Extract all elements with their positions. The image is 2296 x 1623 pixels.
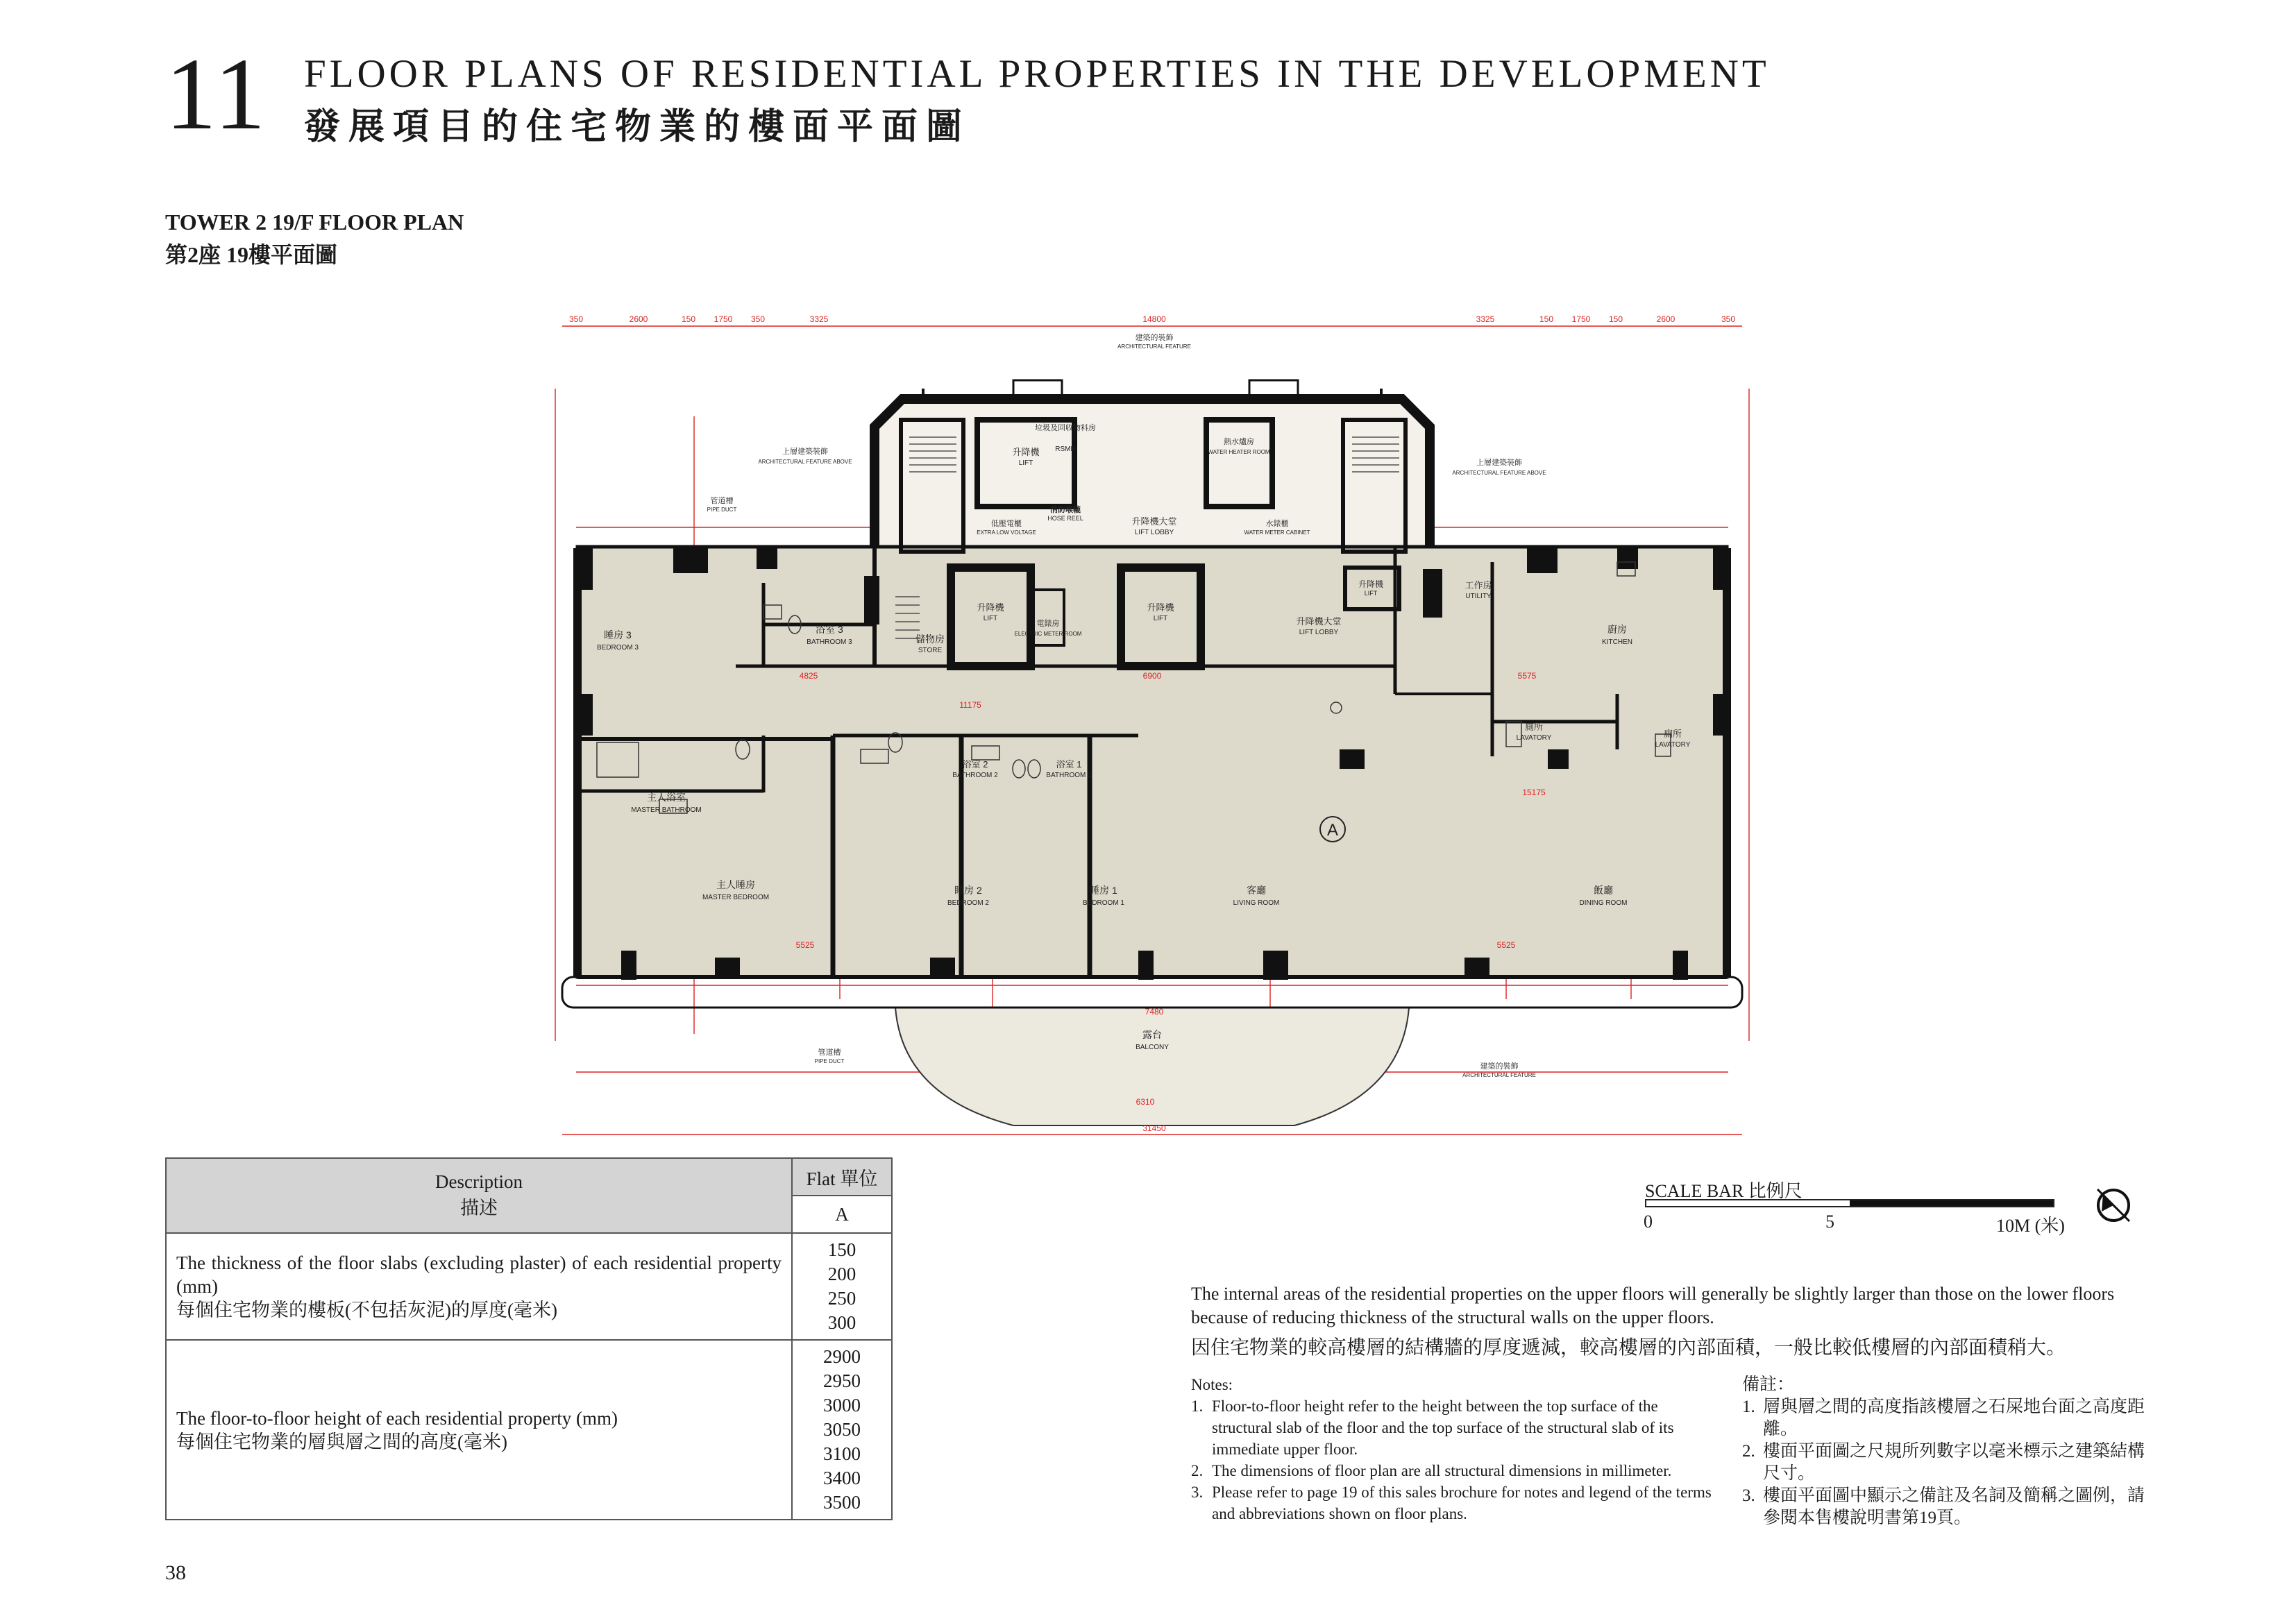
room-label-lavatory-b-en: LAVATORY <box>1655 741 1691 749</box>
dim-lobby-row: 6900 <box>1142 671 1162 681</box>
dim-overall-width: 31450 <box>1142 1123 1166 1133</box>
note-number: 1. <box>1742 1397 1755 1416</box>
room-label-lavatory-a-zh: 廁所 <box>1524 722 1544 732</box>
room-label-pipe-duct-zh: 管道槽 <box>710 497 734 505</box>
dim-top-5: 350 <box>750 314 766 324</box>
room-label-arch-feature-en: ARCHITECTURAL FEATURE <box>1117 343 1191 350</box>
table-row <box>166 1340 892 1520</box>
room-label-bedroom3-en: BEDROOM 3 <box>596 644 639 652</box>
note-intro-zh: 因住宅物業的較高樓層的結構牆的厚度遞減，較高樓層的內部面積，一般比較低樓層的內部面積稍大。 <box>1191 1337 2066 1359</box>
table-cell: 300 <box>827 1312 856 1333</box>
table-cell: 3100 <box>823 1443 861 1464</box>
room-label-lift-a-en: LIFT <box>983 615 998 622</box>
dim-top-10: 1750 <box>1571 314 1591 324</box>
row-height-values <box>792 1340 892 1520</box>
room-label-water-heater-zh: 熱水爐房 <box>1224 438 1254 446</box>
notes-list-en <box>1191 1395 1712 1524</box>
room-label-pipe-duct-en: PIPE DUCT <box>707 507 737 513</box>
notes-heading-en: Notes: <box>1191 1376 1233 1393</box>
room-label-lift-lobby-en: LIFT LOBBY <box>1134 529 1174 536</box>
room-label-elv-zh: 低壓電櫃 <box>991 520 1022 528</box>
table-cell: 3400 <box>823 1468 861 1488</box>
list-item <box>1191 1395 1712 1460</box>
room-label-kitchen-en: KITCHEN <box>1602 638 1632 646</box>
table-cell: 3500 <box>823 1492 861 1513</box>
room-label-bathroom2-en: BATHROOM 2 <box>952 772 998 779</box>
row-slab-description <box>166 1233 792 1340</box>
room-label-bathroom3-en: BATHROOM 3 <box>807 638 852 646</box>
header-flat: Flat 單位 <box>792 1158 892 1196</box>
dim-balcony-depth: 7480 <box>1145 1007 1164 1017</box>
note-text: 樓面平面圖中顯示之備註及名詞及簡稱之圖例，請參閱本售樓說明書第19頁。 <box>1763 1486 2145 1527</box>
list-item <box>1742 1485 2152 1529</box>
table-header-row <box>166 1158 892 1196</box>
dim-kitchen-row: 5575 <box>1517 671 1537 681</box>
room-label-living-room-zh: 客廳 <box>1247 885 1266 896</box>
room-label-pipe-duct-bottom-en: PIPE DUCT <box>814 1058 845 1064</box>
list-item <box>1742 1396 2152 1441</box>
dim-top-1: 350 <box>568 314 584 324</box>
room-label-bedroom1-zh: 睡房 1 <box>1090 885 1117 896</box>
list-item <box>1191 1481 1712 1524</box>
note-text: Please refer to page 19 of this sales brochure for notes and legend of the terms and abbreviations shown on floor plans. <box>1212 1484 1712 1522</box>
header-description <box>166 1158 792 1233</box>
list-item <box>1191 1460 1712 1481</box>
room-label-lift-c-zh: 升降機 <box>1012 447 1040 457</box>
room-label-balcony-en: BALCONY <box>1136 1044 1169 1051</box>
dim-top-8: 3325 <box>1476 314 1495 324</box>
scale-tick-0: 0 <box>1644 1212 1653 1232</box>
room-label-arch-feature-above-right-zh: 上層建築裝飾 <box>1476 459 1522 467</box>
floor-plan-drawing <box>534 305 1763 1159</box>
dim-master-row: 5525 <box>795 940 815 950</box>
note-number: 2. <box>1742 1442 1755 1461</box>
table-cell: 3050 <box>823 1419 861 1440</box>
dim-top-13: 350 <box>1721 314 1736 324</box>
dim-top-6: 3325 <box>809 314 829 324</box>
room-label-water-meter-zh: 水錶櫃 <box>1265 520 1289 528</box>
room-label-lift-a-zh: 升降機 <box>977 602 1004 613</box>
chapter-number: 11 <box>165 37 267 151</box>
room-label-rsmr-zh: 垃圾及回收物料房 <box>1035 424 1096 432</box>
room-label-lift-lobby-zh: 升降機大堂 <box>1131 516 1177 527</box>
dim-top-11: 150 <box>1608 314 1623 324</box>
note-text: 層與層之間的高度指該樓層之石屎地台面之高度距離。 <box>1763 1397 2145 1438</box>
notes-heading-zh: 備註： <box>1742 1375 1795 1394</box>
dim-top-7: 14800 <box>1142 314 1166 324</box>
dim-bedroom3-row: 4825 <box>799 671 818 681</box>
room-label-utility-zh: 工作房 <box>1464 580 1492 590</box>
row-height-desc-zh: 每個住宅物業的層與層之間的高度(毫米) <box>176 1431 507 1452</box>
north-arrow-icon <box>2089 1181 2138 1230</box>
page-number: 38 <box>165 1561 186 1584</box>
note-text: Floor-to-floor height refer to the height between the top surface of the structural slab of the floor and the top surface of the structural slab of its immediate upper floor. <box>1212 1397 1674 1458</box>
room-label-lift-lobby-side-en: LIFT LOBBY <box>1299 629 1339 636</box>
notes-en <box>1191 1374 1712 1524</box>
room-label-utility-en: UTILITY <box>1465 593 1492 600</box>
page-title-zh: 發展項目的住宅物業的樓面平面圖 <box>304 108 971 147</box>
table-cell: 250 <box>827 1288 856 1309</box>
room-label-bedroom1-en: BEDROOM 1 <box>1082 899 1125 907</box>
room-label-lavatory-b-zh: 廁所 <box>1663 729 1682 739</box>
note-intro-en: The internal areas of the residential properties on the upper floors will generally be slightly larger than those on the lower floors because of reducing thickness of the structural walls on the upper floors. <box>1191 1284 2115 1327</box>
room-label-living-room-en: LIVING ROOM <box>1233 899 1280 907</box>
room-label-kitchen-zh: 廚房 <box>1607 624 1627 635</box>
plan-title-en: TOWER 2 19/F FLOOR PLAN <box>165 210 464 235</box>
dim-balcony-width: 6310 <box>1136 1097 1155 1107</box>
scale-tick-5: 5 <box>1825 1212 1834 1232</box>
scale-bar <box>1645 1199 2054 1207</box>
row-height-desc-en: The floor-to-floor height of each residential property (mm) <box>176 1407 618 1429</box>
room-label-pipe-duct-bottom-zh: 管道槽 <box>818 1048 841 1057</box>
dim-top-3: 150 <box>681 314 696 324</box>
room-label-arch-feature-above-en: ARCHITECTURAL FEATURE ABOVE <box>758 459 852 465</box>
room-label-arch-feature-zh: 建築的裝飾 <box>1135 334 1174 342</box>
dim-top-4: 1750 <box>714 314 733 324</box>
scale-bar-label: SCALE BAR 比例尺 <box>1645 1181 1803 1201</box>
note-number: 3. <box>1742 1486 1755 1505</box>
room-label-electric-meter-en: ELECTRIC METER ROOM <box>1014 631 1082 637</box>
scale-tick-10: 10M (米) <box>1996 1216 2065 1236</box>
room-label-bathroom2-zh: 浴室 2 <box>962 759 988 770</box>
room-label-arch-feature-above-right-en: ARCHITECTURAL FEATURE ABOVE <box>1452 470 1546 476</box>
room-label-lavatory-a-en: LAVATORY <box>1516 734 1552 742</box>
room-label-arch-feature-bottom-en: ARCHITECTURAL FEATURE <box>1462 1072 1536 1078</box>
table-cell: 2900 <box>823 1346 861 1367</box>
room-label-dining-room-zh: 飯廳 <box>1594 885 1613 896</box>
room-label-bathroom3-zh: 浴室 3 <box>816 624 843 635</box>
room-label-master-bathroom-en: MASTER BATHROOM <box>631 806 702 814</box>
room-label-lift-b-en: LIFT <box>1153 615 1168 622</box>
note-text: The dimensions of floor plan are all structural dimensions in millimeter. <box>1212 1462 1672 1479</box>
row-slab-values <box>792 1233 892 1340</box>
row-slab-desc-zh: 每個住宅物業的樓板(不包括灰泥)的厚度(毫米) <box>176 1300 557 1320</box>
flat-marker-label: A <box>1326 821 1339 840</box>
dim-top-9: 150 <box>1539 314 1554 324</box>
note-number: 1. <box>1191 1397 1204 1415</box>
dim-top-12: 2600 <box>1656 314 1675 324</box>
room-label-balcony-zh: 露台 <box>1142 1029 1162 1040</box>
room-label-master-bedroom-en: MASTER BEDROOM <box>702 894 770 901</box>
note-number: 3. <box>1191 1484 1204 1501</box>
table-cell: 150 <box>827 1239 856 1260</box>
room-label-dining-room-en: DINING ROOM <box>1579 899 1628 907</box>
room-label-hose-reel-zh: 消防喉轆 <box>1050 506 1081 514</box>
room-label-bedroom3-zh: 睡房 3 <box>604 629 632 640</box>
spec-table <box>165 1157 893 1520</box>
dim-top-2: 2600 <box>629 314 648 324</box>
room-label-master-bathroom-zh: 主人浴室 <box>647 792 686 803</box>
room-label-master-bedroom-zh: 主人睡房 <box>716 879 755 890</box>
notes-zh <box>1742 1374 2152 1529</box>
room-label-lift-d-en: LIFT <box>1364 590 1378 597</box>
room-label-store-zh: 儲物房 <box>915 634 945 645</box>
room-label-hose-reel-en: HOSE REEL <box>1047 515 1083 522</box>
room-label-bedroom2-zh: 睡房 2 <box>954 885 982 896</box>
room-label-lift-d-zh: 升降機 <box>1358 579 1384 589</box>
page-title-en: FLOOR PLANS OF RESIDENTIAL PROPERTIES IN THE DEVELOPMENT <box>304 52 1770 96</box>
room-label-bedroom2-en: BEDROOM 2 <box>947 899 990 907</box>
room-label-lift-b-zh: 升降機 <box>1147 602 1174 613</box>
notes-list-zh <box>1742 1396 2152 1529</box>
dim-dining-row: 5525 <box>1496 940 1516 950</box>
header-description-en: Description <box>435 1171 523 1192</box>
room-label-arch-feature-above-zh: 上層建築裝飾 <box>782 448 828 456</box>
room-label-arch-feature-bottom-zh: 建築的裝飾 <box>1480 1062 1519 1071</box>
room-label-rsmr-en: RSMR <box>1055 445 1076 453</box>
room-label-electric-meter-zh: 電錶房 <box>1036 620 1060 628</box>
note-text: 樓面平面圖之尺規所列數字以毫米標示之建築結構尺寸。 <box>1763 1442 2145 1483</box>
dim-lobby-depth: 11175 <box>959 700 981 710</box>
table-cell: 200 <box>827 1264 856 1284</box>
room-label-elv-en: EXTRA LOW VOLTAGE <box>977 529 1036 536</box>
table-cell: 2950 <box>823 1370 861 1391</box>
table-cell: 3000 <box>823 1395 861 1416</box>
row-slab-desc-en: The thickness of the floor slabs (excluding plaster) of each residential property (mm) <box>176 1252 782 1297</box>
row-height-description <box>166 1340 792 1520</box>
header-description-zh: 描述 <box>460 1198 498 1218</box>
room-label-bathroom1-en: BATHROOM 1 <box>1046 772 1092 779</box>
plan-title-zh: 第2座 19樓平面圖 <box>165 242 338 267</box>
room-label-water-meter-en: WATER METER CABINET <box>1244 529 1310 536</box>
note-number: 2. <box>1191 1462 1204 1479</box>
dim-living-dining: 15175 <box>1522 788 1546 797</box>
header-flat-name: A <box>792 1196 892 1233</box>
room-label-lift-lobby-side-zh: 升降機大堂 <box>1296 616 1342 627</box>
room-label-store-en: STORE <box>918 647 943 654</box>
room-label-bathroom1-zh: 浴室 1 <box>1056 759 1082 770</box>
room-label-lift-c-en: LIFT <box>1018 459 1033 467</box>
room-label-water-heater-en: WATER HEATER ROOM <box>1208 449 1270 455</box>
table-row <box>166 1233 892 1340</box>
list-item <box>1742 1441 2152 1485</box>
